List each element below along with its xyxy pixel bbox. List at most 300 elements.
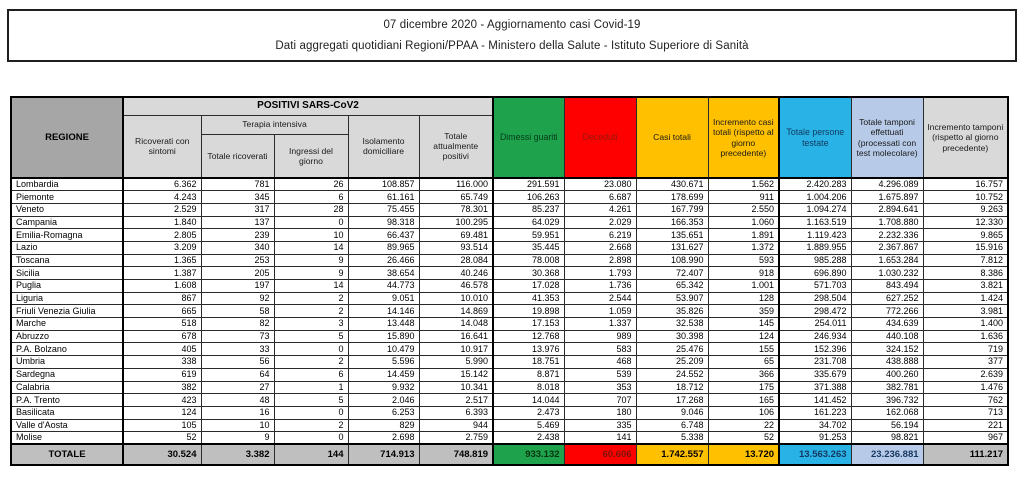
value-cell: 144 <box>274 444 348 465</box>
value-cell: 10.010 <box>419 292 493 305</box>
value-cell: 1 <box>274 381 348 394</box>
value-cell: 44.773 <box>348 280 419 293</box>
value-cell: 713 <box>923 406 1008 419</box>
region-name-cell: Valle d'Aosta <box>11 419 123 432</box>
value-cell: 23.080 <box>564 178 636 191</box>
value-cell: 5.596 <box>348 356 419 369</box>
value-cell: 9 <box>274 267 348 280</box>
value-cell: 345 <box>201 191 274 204</box>
value-cell: 239 <box>201 229 274 242</box>
value-cell: 9.932 <box>348 381 419 394</box>
table-row <box>11 229 1008 242</box>
value-cell: 254.011 <box>779 318 851 331</box>
value-cell: 719 <box>923 343 1008 356</box>
value-cell: 324.152 <box>851 343 923 356</box>
value-cell: 145 <box>708 318 779 331</box>
value-cell: 772.266 <box>851 305 923 318</box>
value-cell: 89.965 <box>348 241 419 254</box>
value-cell: 162.068 <box>851 406 923 419</box>
value-cell: 65.342 <box>636 280 708 293</box>
value-cell: 56 <box>201 356 274 369</box>
value-cell: 2.046 <box>348 394 419 407</box>
value-cell: 15.890 <box>348 330 419 343</box>
value-cell: 440.108 <box>851 330 923 343</box>
value-cell: 918 <box>708 267 779 280</box>
value-cell: 91.253 <box>779 432 851 445</box>
value-cell: 1.742.557 <box>636 444 708 465</box>
value-cell: 627.252 <box>851 292 923 305</box>
value-cell: 2.544 <box>564 292 636 305</box>
region-name-cell: Calabria <box>11 381 123 394</box>
value-cell: 2 <box>274 419 348 432</box>
value-cell: 6.748 <box>636 419 708 432</box>
value-cell: 30.398 <box>636 330 708 343</box>
value-cell: 593 <box>708 254 779 267</box>
value-cell: 14 <box>274 241 348 254</box>
value-cell: 40.246 <box>419 267 493 280</box>
value-cell: 9.263 <box>923 203 1008 216</box>
table-row <box>11 381 1008 394</box>
value-cell: 6.253 <box>348 406 419 419</box>
value-cell: 1.400 <box>923 318 1008 331</box>
value-cell: 1.562 <box>708 178 779 191</box>
value-cell: 14.459 <box>348 368 419 381</box>
value-cell: 124 <box>123 406 201 419</box>
value-cell: 1.004.206 <box>779 191 851 204</box>
region-name-cell: Liguria <box>11 292 123 305</box>
value-cell: 105 <box>123 419 201 432</box>
table-row <box>11 394 1008 407</box>
value-cell: 371.388 <box>779 381 851 394</box>
value-cell: 434.639 <box>851 318 923 331</box>
value-cell: 5.469 <box>493 419 564 432</box>
value-cell: 6 <box>274 191 348 204</box>
value-cell: 60.606 <box>564 444 636 465</box>
value-cell: 4.296.089 <box>851 178 923 191</box>
table-row <box>11 280 1008 293</box>
value-cell: 430.671 <box>636 178 708 191</box>
bulletin-title-box <box>7 9 1017 62</box>
value-cell: 59.951 <box>493 229 564 242</box>
value-cell: 3.981 <box>923 305 1008 318</box>
region-name-cell: Veneto <box>11 203 123 216</box>
value-cell: 135.651 <box>636 229 708 242</box>
value-cell: 6.393 <box>419 406 493 419</box>
col-header-terapia-intensiva-group: Terapia intensiva <box>201 115 348 134</box>
value-cell: 6 <box>274 368 348 381</box>
region-name-cell: Toscana <box>11 254 123 267</box>
value-cell: 317 <box>201 203 274 216</box>
value-cell: 53.907 <box>636 292 708 305</box>
value-cell: 2.550 <box>708 203 779 216</box>
value-cell: 8.386 <box>923 267 1008 280</box>
value-cell: 1.337 <box>564 318 636 331</box>
col-header-deceduti: Deceduti <box>564 97 636 178</box>
value-cell: 400.260 <box>851 368 923 381</box>
value-cell: 291.591 <box>493 178 564 191</box>
value-cell: 18.712 <box>636 381 708 394</box>
value-cell: 1.119.423 <box>779 229 851 242</box>
value-cell: 989 <box>564 330 636 343</box>
value-cell: 14.146 <box>348 305 419 318</box>
value-cell: 382 <box>123 381 201 394</box>
value-cell: 1.424 <box>923 292 1008 305</box>
col-header-tamponi: Totale tamponi effettuati (processati con test molecolare) <box>851 97 923 178</box>
value-cell: 25.209 <box>636 356 708 369</box>
col-header-incremento-casi: Incremento casi totali (rispetto al giorno precedente) <box>708 97 779 178</box>
value-cell: 23.236.881 <box>851 444 923 465</box>
table-row <box>11 343 1008 356</box>
value-cell: 843.494 <box>851 280 923 293</box>
value-cell: 141.452 <box>779 394 851 407</box>
value-cell: 1.059 <box>564 305 636 318</box>
value-cell: 438.888 <box>851 356 923 369</box>
value-cell: 340 <box>201 241 274 254</box>
region-name-cell: Sardegna <box>11 368 123 381</box>
value-cell: 1.608 <box>123 280 201 293</box>
value-cell: 5.338 <box>636 432 708 445</box>
table-row <box>11 267 1008 280</box>
value-cell: 12.768 <box>493 330 564 343</box>
value-cell: 678 <box>123 330 201 343</box>
value-cell: 335 <box>564 419 636 432</box>
value-cell: 92 <box>201 292 274 305</box>
table-row <box>11 241 1008 254</box>
value-cell: 26.466 <box>348 254 419 267</box>
value-cell: 41.353 <box>493 292 564 305</box>
value-cell: 2.367.867 <box>851 241 923 254</box>
col-header-positivi-group: POSITIVI SARS-CoV2 <box>123 97 493 115</box>
value-cell: 17.268 <box>636 394 708 407</box>
value-cell: 707 <box>564 394 636 407</box>
value-cell: 2.517 <box>419 394 493 407</box>
table-row <box>11 178 1008 191</box>
value-cell: 14 <box>274 280 348 293</box>
value-cell: 1.372 <box>708 241 779 254</box>
value-cell: 619 <box>123 368 201 381</box>
col-header-attualmente-positivi: Totale attualmente positivi <box>419 115 493 178</box>
value-cell: 10.752 <box>923 191 1008 204</box>
table-row <box>11 203 1008 216</box>
totale-label: TOTALE <box>11 444 123 465</box>
value-cell: 8.018 <box>493 381 564 394</box>
value-cell: 696.890 <box>779 267 851 280</box>
region-name-cell: P.A. Trento <box>11 394 123 407</box>
value-cell: 4.261 <box>564 203 636 216</box>
value-cell: 714.913 <box>348 444 419 465</box>
value-cell: 165 <box>708 394 779 407</box>
value-cell: 64.029 <box>493 216 564 229</box>
value-cell: 1.653.284 <box>851 254 923 267</box>
value-cell: 2.805 <box>123 229 201 242</box>
region-name-cell: Puglia <box>11 280 123 293</box>
value-cell: 72.407 <box>636 267 708 280</box>
value-cell: 155 <box>708 343 779 356</box>
value-cell: 48 <box>201 394 274 407</box>
value-cell: 85.237 <box>493 203 564 216</box>
value-cell: 867 <box>123 292 201 305</box>
value-cell: 571.703 <box>779 280 851 293</box>
value-cell: 9.046 <box>636 406 708 419</box>
table-body <box>11 178 1008 465</box>
region-name-cell: Marche <box>11 318 123 331</box>
value-cell: 2.894.641 <box>851 203 923 216</box>
value-cell: 5 <box>274 330 348 343</box>
value-cell: 124 <box>708 330 779 343</box>
value-cell: 6.219 <box>564 229 636 242</box>
value-cell: 17.028 <box>493 280 564 293</box>
value-cell: 298.472 <box>779 305 851 318</box>
value-cell: 665 <box>123 305 201 318</box>
value-cell: 82 <box>201 318 274 331</box>
value-cell: 111.217 <box>923 444 1008 465</box>
value-cell: 1.476 <box>923 381 1008 394</box>
value-cell: 2 <box>274 356 348 369</box>
value-cell: 1.889.955 <box>779 241 851 254</box>
value-cell: 0 <box>274 216 348 229</box>
region-name-cell: Lombardia <box>11 178 123 191</box>
value-cell: 137 <box>201 216 274 229</box>
value-cell: 27 <box>201 381 274 394</box>
value-cell: 2 <box>274 305 348 318</box>
value-cell: 231.708 <box>779 356 851 369</box>
value-cell: 161.223 <box>779 406 851 419</box>
table-row <box>11 254 1008 267</box>
value-cell: 539 <box>564 368 636 381</box>
value-cell: 8.871 <box>493 368 564 381</box>
value-cell: 366 <box>708 368 779 381</box>
value-cell: 15.916 <box>923 241 1008 254</box>
value-cell: 1.387 <box>123 267 201 280</box>
value-cell: 13.720 <box>708 444 779 465</box>
value-cell: 2.668 <box>564 241 636 254</box>
value-cell: 518 <box>123 318 201 331</box>
value-cell: 2.639 <box>923 368 1008 381</box>
value-cell: 911 <box>708 191 779 204</box>
value-cell: 2 <box>274 292 348 305</box>
bulletin-title-line1: 07 dicembre 2020 - Aggiornamento casi Covid-19 <box>383 19 641 32</box>
value-cell: 75.455 <box>348 203 419 216</box>
value-cell: 298.504 <box>779 292 851 305</box>
table-row <box>11 191 1008 204</box>
value-cell: 7.812 <box>923 254 1008 267</box>
value-cell: 14.869 <box>419 305 493 318</box>
value-cell: 338 <box>123 356 201 369</box>
value-cell: 65 <box>708 356 779 369</box>
totale-row <box>11 444 1008 465</box>
table-row <box>11 216 1008 229</box>
value-cell: 9 <box>201 432 274 445</box>
value-cell: 38.654 <box>348 267 419 280</box>
value-cell: 1.060 <box>708 216 779 229</box>
value-cell: 829 <box>348 419 419 432</box>
value-cell: 32.538 <box>636 318 708 331</box>
value-cell: 0 <box>274 343 348 356</box>
value-cell: 28 <box>274 203 348 216</box>
region-name-cell: P.A. Bolzano <box>11 343 123 356</box>
value-cell: 2.698 <box>348 432 419 445</box>
table-row <box>11 406 1008 419</box>
value-cell: 26 <box>274 178 348 191</box>
value-cell: 10 <box>201 419 274 432</box>
table-row <box>11 318 1008 331</box>
value-cell: 13.976 <box>493 343 564 356</box>
value-cell: 944 <box>419 419 493 432</box>
value-cell: 3.821 <box>923 280 1008 293</box>
col-header-persone-testate: Totale persone testate <box>779 97 851 178</box>
value-cell: 12.330 <box>923 216 1008 229</box>
value-cell: 69.481 <box>419 229 493 242</box>
value-cell: 58 <box>201 305 274 318</box>
value-cell: 35.826 <box>636 305 708 318</box>
col-header-dimessi-guariti: Dimessi guariti <box>493 97 564 178</box>
value-cell: 93.514 <box>419 241 493 254</box>
value-cell: 9 <box>274 254 348 267</box>
value-cell: 14.044 <box>493 394 564 407</box>
value-cell: 65.749 <box>419 191 493 204</box>
value-cell: 108.857 <box>348 178 419 191</box>
value-cell: 16.641 <box>419 330 493 343</box>
value-cell: 2.438 <box>493 432 564 445</box>
value-cell: 52 <box>123 432 201 445</box>
value-cell: 1.675.897 <box>851 191 923 204</box>
value-cell: 423 <box>123 394 201 407</box>
value-cell: 1.840 <box>123 216 201 229</box>
value-cell: 141 <box>564 432 636 445</box>
col-header-isolamento: Isolamento domiciliare <box>348 115 419 178</box>
value-cell: 6.687 <box>564 191 636 204</box>
value-cell: 10.479 <box>348 343 419 356</box>
value-cell: 3.382 <box>201 444 274 465</box>
value-cell: 221 <box>923 419 1008 432</box>
region-name-cell: Abruzzo <box>11 330 123 343</box>
value-cell: 1.636 <box>923 330 1008 343</box>
value-cell: 1.793 <box>564 267 636 280</box>
value-cell: 30.368 <box>493 267 564 280</box>
table-row <box>11 330 1008 343</box>
value-cell: 2.529 <box>123 203 201 216</box>
value-cell: 2.029 <box>564 216 636 229</box>
value-cell: 106.263 <box>493 191 564 204</box>
value-cell: 2.759 <box>419 432 493 445</box>
value-cell: 18.751 <box>493 356 564 369</box>
value-cell: 1.708.880 <box>851 216 923 229</box>
value-cell: 14.048 <box>419 318 493 331</box>
value-cell: 0 <box>274 432 348 445</box>
value-cell: 52 <box>708 432 779 445</box>
value-cell: 3.209 <box>123 241 201 254</box>
value-cell: 762 <box>923 394 1008 407</box>
value-cell: 6.362 <box>123 178 201 191</box>
value-cell: 17.153 <box>493 318 564 331</box>
value-cell: 2.898 <box>564 254 636 267</box>
value-cell: 13.563.263 <box>779 444 851 465</box>
value-cell: 405 <box>123 343 201 356</box>
col-header-incremento-tamponi: Incremento tamponi (rispetto al giorno precedente) <box>923 97 1008 178</box>
value-cell: 468 <box>564 356 636 369</box>
value-cell: 34.702 <box>779 419 851 432</box>
value-cell: 781 <box>201 178 274 191</box>
covid-data-table <box>10 96 1009 466</box>
value-cell: 10.341 <box>419 381 493 394</box>
value-cell: 16 <box>201 406 274 419</box>
value-cell: 1.891 <box>708 229 779 242</box>
col-header-ingressi-giorno: Ingressi del giorno <box>274 134 348 178</box>
value-cell: 35.445 <box>493 241 564 254</box>
value-cell: 4.243 <box>123 191 201 204</box>
value-cell: 359 <box>708 305 779 318</box>
value-cell: 1.030.232 <box>851 267 923 280</box>
value-cell: 167.799 <box>636 203 708 216</box>
value-cell: 56.194 <box>851 419 923 432</box>
region-name-cell: Umbria <box>11 356 123 369</box>
value-cell: 9.865 <box>923 229 1008 242</box>
value-cell: 205 <box>201 267 274 280</box>
table-row <box>11 292 1008 305</box>
value-cell: 985.288 <box>779 254 851 267</box>
value-cell: 1.001 <box>708 280 779 293</box>
value-cell: 3 <box>274 318 348 331</box>
value-cell: 30.524 <box>123 444 201 465</box>
table-row <box>11 368 1008 381</box>
value-cell: 33 <box>201 343 274 356</box>
region-name-cell: Piemonte <box>11 191 123 204</box>
table-row <box>11 419 1008 432</box>
value-cell: 178.699 <box>636 191 708 204</box>
value-cell: 253 <box>201 254 274 267</box>
value-cell: 396.732 <box>851 394 923 407</box>
value-cell: 1.094.274 <box>779 203 851 216</box>
value-cell: 246.934 <box>779 330 851 343</box>
value-cell: 933.132 <box>493 444 564 465</box>
value-cell: 61.161 <box>348 191 419 204</box>
value-cell: 22 <box>708 419 779 432</box>
col-header-regione: REGIONE <box>11 97 123 178</box>
value-cell: 10.917 <box>419 343 493 356</box>
value-cell: 25.476 <box>636 343 708 356</box>
value-cell: 1.163.519 <box>779 216 851 229</box>
value-cell: 98.821 <box>851 432 923 445</box>
value-cell: 108.990 <box>636 254 708 267</box>
value-cell: 46.578 <box>419 280 493 293</box>
value-cell: 1.736 <box>564 280 636 293</box>
value-cell: 66.437 <box>348 229 419 242</box>
value-cell: 106 <box>708 406 779 419</box>
value-cell: 116.000 <box>419 178 493 191</box>
value-cell: 197 <box>201 280 274 293</box>
value-cell: 73 <box>201 330 274 343</box>
value-cell: 2.473 <box>493 406 564 419</box>
region-name-cell: Campania <box>11 216 123 229</box>
col-header-casi-totali: Casi totali <box>636 97 708 178</box>
value-cell: 152.396 <box>779 343 851 356</box>
value-cell: 28.084 <box>419 254 493 267</box>
value-cell: 128 <box>708 292 779 305</box>
value-cell: 5 <box>274 394 348 407</box>
value-cell: 78.008 <box>493 254 564 267</box>
value-cell: 166.353 <box>636 216 708 229</box>
region-name-cell: Molise <box>11 432 123 445</box>
value-cell: 78.301 <box>419 203 493 216</box>
value-cell: 2.420.283 <box>779 178 851 191</box>
bulletin-title-line2: Dati aggregati quotidiani Regioni/PPAA - Ministero della Salute - Istituto Superiore di Sanità <box>275 39 749 52</box>
value-cell: 180 <box>564 406 636 419</box>
value-cell: 24.552 <box>636 368 708 381</box>
region-name-cell: Emilia-Romagna <box>11 229 123 242</box>
value-cell: 0 <box>274 406 348 419</box>
value-cell: 967 <box>923 432 1008 445</box>
region-name-cell: Basilicata <box>11 406 123 419</box>
